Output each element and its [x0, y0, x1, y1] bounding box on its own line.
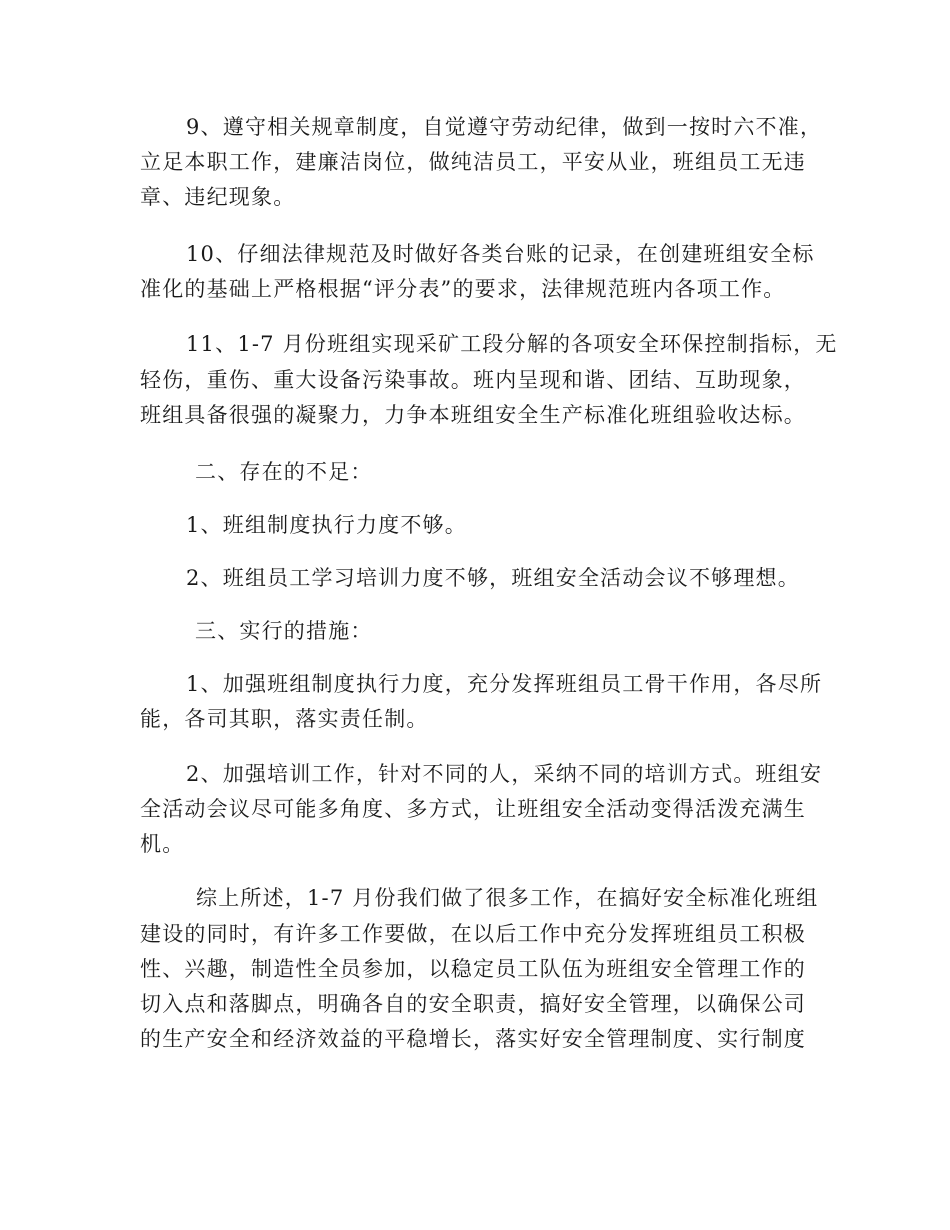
text-line: 建设的同时，有许多工作要做，在以后工作中充分发挥班组员工积极: [140, 922, 806, 946]
section-heading-deficiencies: 二、存在的不足：: [195, 460, 373, 484]
text-line: 全活动会议尽可能多角度、多方式，让班组安全活动变得活泼充满生: [140, 797, 806, 821]
text-line: 立足本职工作，建廉洁岗位，做纯洁员工，平安从业，班组员工无违: [140, 150, 806, 174]
deficiency-item-1: 1、班组制度执行力度不够。: [186, 513, 467, 537]
text-line: 综上所述，1-7 月份我们做了很多工作，在搞好安全标准化班组: [196, 886, 819, 910]
deficiency-item-2: 2、班组员工学习培训力度不够，班组安全活动会议不够理想。: [186, 566, 800, 590]
text-line: 切入点和落脚点，明确各自的安全职责，搞好安全管理，以确保公司: [140, 992, 806, 1016]
text-line: 性、兴趣，制造性全员参加，以稳定员工队伍为班组安全管理工作的: [140, 957, 806, 981]
text-line: 机。: [140, 832, 185, 856]
section-heading-measures: 三、实行的措施：: [195, 619, 373, 643]
text-line: 9、遵守相关规章制度，自觉遵守劳动纪律，做到一按时六不准，: [186, 115, 823, 139]
text-line: 11、1-7 月份班组实现采矿工段分解的各项安全环保控制指标，无: [186, 332, 838, 356]
text-line: 章、违纪现象。: [140, 185, 296, 209]
text-line: 10、仔细法律规范及时做好各类台账的记录，在创建班组安全标: [186, 242, 815, 266]
text-line: 准化的基础上严格根据“评分表”的要求，法律规范班内各项工作。: [140, 277, 786, 301]
text-line: 的生产安全和经济效益的平稳增长，落实好安全管理制度、实行制度: [140, 1027, 806, 1051]
text-line: 班组具备很强的凝聚力，力争本班组安全生产标准化班组验收达标。: [140, 403, 806, 427]
text-line: 轻伤，重伤、重大设备污染事故。班内呈现和谐、团结、互助现象，: [140, 368, 806, 392]
text-line: 1、加强班组制度执行力度，充分发挥班组员工骨干作用，各尽所: [186, 672, 823, 696]
text-line: 能，各司其职，落实责任制。: [140, 707, 429, 731]
text-line: 2、加强培训工作，针对不同的人，采纳不同的培训方式。班组安: [186, 762, 823, 786]
